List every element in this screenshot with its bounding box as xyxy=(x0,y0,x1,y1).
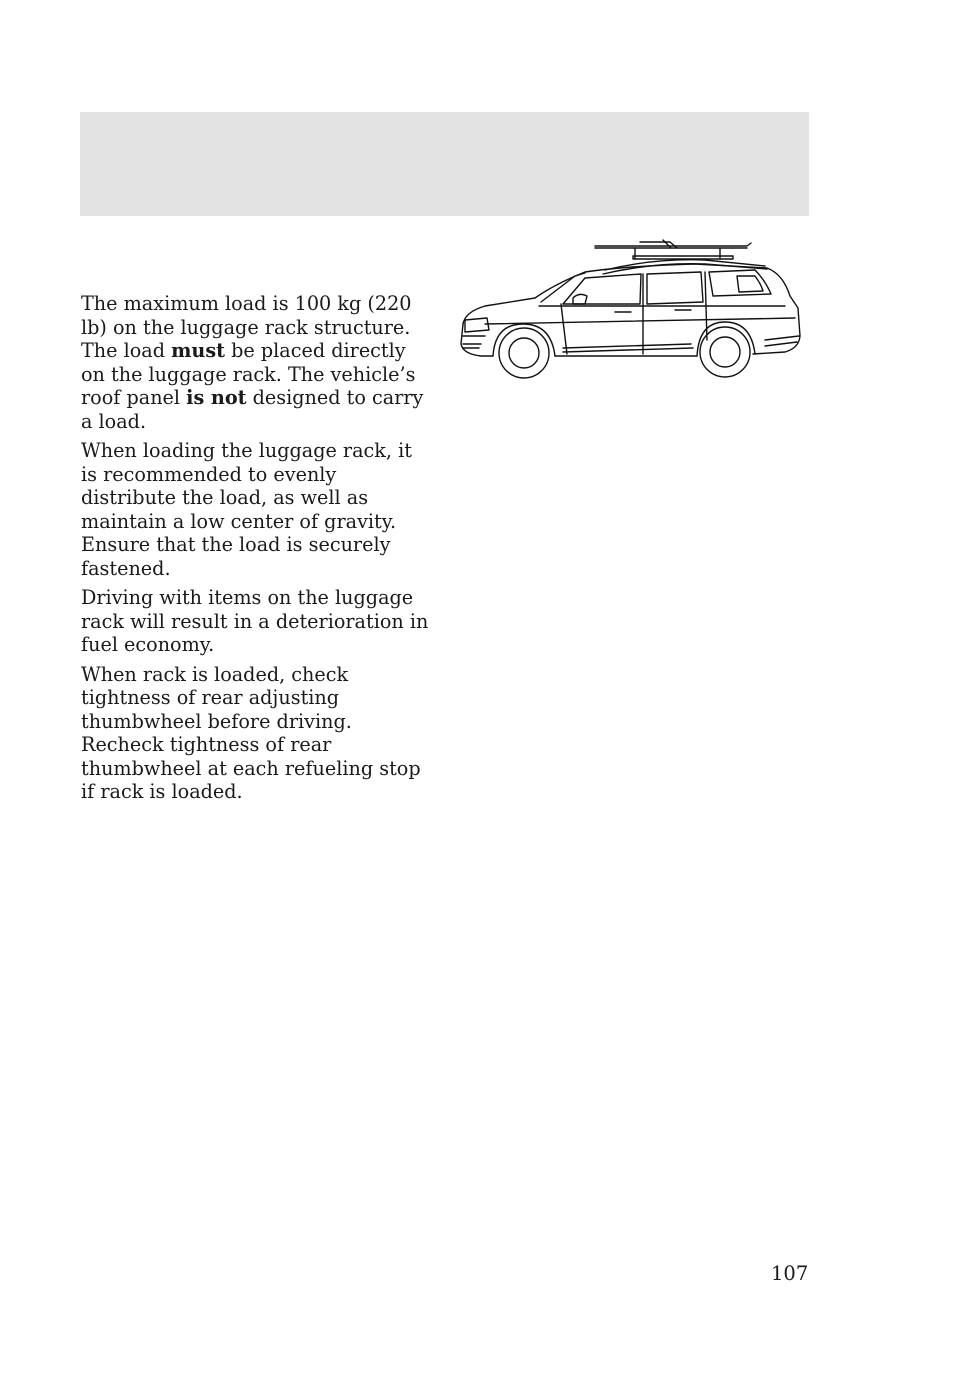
paragraph-thumbwheel: When rack is loaded, check tightness of rear adjusting thumbwheel before driving. Recheck tightness of rear thumbwheel at each refueling stop if rack is loaded. xyxy=(81,662,421,803)
paragraph-fuel-economy: Driving with items on the luggage rack will result in a deterioration in fuel economy. xyxy=(81,586,429,656)
emphasis-is-not: is not xyxy=(186,386,247,409)
station-wagon-with-roof-rack-illustration xyxy=(455,236,805,381)
emphasis-must: must xyxy=(171,339,226,362)
header-band xyxy=(80,112,809,216)
paragraph-segment: The maximum load is 100 kg (220 lb) on the luggage rack structure. The load xyxy=(81,292,412,362)
body-text xyxy=(81,292,433,810)
page-number: 107 xyxy=(771,1262,809,1285)
paragraph-max-load xyxy=(81,292,433,433)
paragraph-loading: When loading the luggage rack, it is recommended to evenly distribute the load, as well as maintain a low center of gravity. Ensure that the load is securely fastened. xyxy=(81,439,412,580)
paragraph-segment: designed to carry a load. xyxy=(81,386,424,433)
paragraph-segment: be placed directly on the luggage rack. The vehicle’s roof panel xyxy=(81,339,416,409)
